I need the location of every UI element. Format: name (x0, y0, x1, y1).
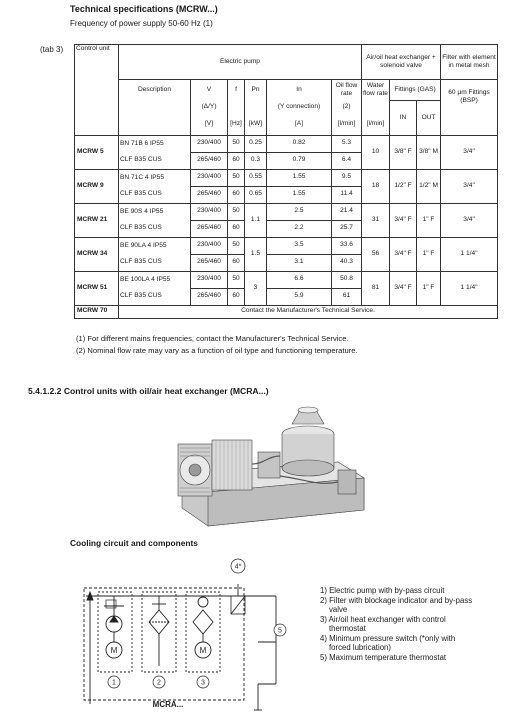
h-f: f (228, 80, 245, 101)
legend-item: 3) Air/oil heat exchanger with control (320, 614, 446, 624)
h-fittings: Fittings (GAS) (390, 80, 441, 101)
h-fit-out: OUT (417, 101, 441, 136)
table-row: CLF B35 CUS 265/460 60 0.3 0.79 6.4 (75, 152, 498, 169)
h-oilflow-unit: [l/min] (332, 115, 362, 136)
legend-item: forced lubrication) (329, 643, 391, 652)
control-unit-illustration (168, 404, 368, 534)
cooling-legend (320, 586, 516, 662)
cooling-circuit-schematic (76, 556, 306, 712)
group-electric-pump: Electric pump (119, 45, 362, 80)
table-row: MCRW 34 BE 90LA 4 IP55 230/400 50 1.5 3.5 33.6 56 3/4" F 1" F 1 1/4" (75, 237, 498, 254)
h-in: In (267, 80, 332, 101)
spec-table (74, 44, 498, 319)
svg-text:M: M (110, 646, 118, 655)
cooling-title: Cooling circuit and components (70, 538, 198, 548)
col-control-unit: Control unit (75, 45, 119, 136)
callout-4: 4* (234, 563, 242, 571)
group-heat-exchanger: Air/oil heat exchanger + solenoid valve (362, 45, 441, 80)
h-oilflow: Oil flow rate (332, 80, 362, 101)
table-row: CLF B35 CUS 265/460 60 2.2 25.7 (75, 220, 498, 237)
table-row: MCRW 21 BE 90S 4 IP55 230/400 50 1.1 2.5 21.4 31 3/4" F 1" F 3/4" (75, 203, 498, 220)
h-filter-size: 60 µm Fittings (BSP) (441, 80, 498, 115)
h-v-sub: (Δ/Y) (191, 101, 228, 115)
h-water-unit: [l/min] (362, 115, 390, 136)
callout-5: 5 (278, 627, 282, 635)
h-description: Description (119, 80, 191, 101)
legend-item: 5) Maximum temperature thermostat (320, 652, 447, 662)
legend-item: 1) Electric pump with by-pass circuit (320, 586, 445, 595)
table-row: MCRW 9 BN 71C 4 IP55 230/400 50 0.55 1.55 9.5 18 1/2" F 1/2" M 3/4" (75, 169, 498, 186)
callout-3: 3 (201, 679, 205, 687)
h-oilflow-sub: (2) (332, 101, 362, 115)
tab-label: (tab 3) (40, 45, 64, 54)
h-pn: Pn (245, 80, 267, 101)
table-row: MCRW 5 BN 71B 6 IP55 230/400 50 0.25 0.82 5.3 10 3/8" F 3/8" M 3/4" (75, 135, 498, 152)
spec-subtitle: Frequency of power supply 50-60 Hz (1) (70, 19, 213, 28)
table-row: CLF B35 CUS 265/460 60 0.65 1.55 11.4 (75, 186, 498, 203)
table-row: CLF B35 CUS 265/460 60 5.9 61 (75, 288, 498, 305)
h-pn-unit: [kW] (245, 115, 267, 136)
svg-text:M: M (199, 646, 207, 655)
footnote-2: (2) Nominal flow rate may vary as a function of oil type and functioning temperature. (76, 346, 358, 355)
h-v-unit: [V] (191, 115, 228, 136)
legend-item: 4) Minimum pressure switch (*only with (320, 633, 456, 643)
h-fit-in: IN (390, 101, 417, 136)
table-row: CLF B35 CUS 265/460 60 3.1 40.3 (75, 254, 498, 271)
callout-1: 1 (112, 679, 116, 687)
callout-2: 2 (157, 679, 161, 687)
h-in-unit: [A] (267, 115, 332, 136)
section-title: 5.4.1.2.2 Control units with oil/air heat exchanger (MCRA...) (28, 386, 269, 396)
table-row: MCRW 51 BE 100LA 4 IP55 230/400 50 3 6.6 50.8 81 3/4" F 1" F 1 1/4" (75, 271, 498, 288)
footnote-1: (1) For different mains frequencies, contact the Manufacturer's Technical Service. (76, 334, 349, 343)
h-f-unit: [Hz] (228, 115, 245, 136)
group-filter: Filter with element in metal mesh (441, 45, 498, 80)
h-v: V (191, 80, 228, 101)
table-row: MCRW 70 Contact the Manufacturer's Technical Service. (75, 305, 498, 318)
model-label: MCRA... (152, 700, 184, 709)
legend-item: thermostat (329, 624, 366, 633)
h-water: Water flow rate (362, 80, 390, 101)
spec-title: Technical specifications (MCRW...) (70, 4, 218, 14)
h-in-sub: (Y connection) (267, 101, 332, 115)
legend-item: valve (329, 605, 348, 614)
legend-item: 2) Filter with blockage indicator and by-pass (320, 595, 473, 605)
